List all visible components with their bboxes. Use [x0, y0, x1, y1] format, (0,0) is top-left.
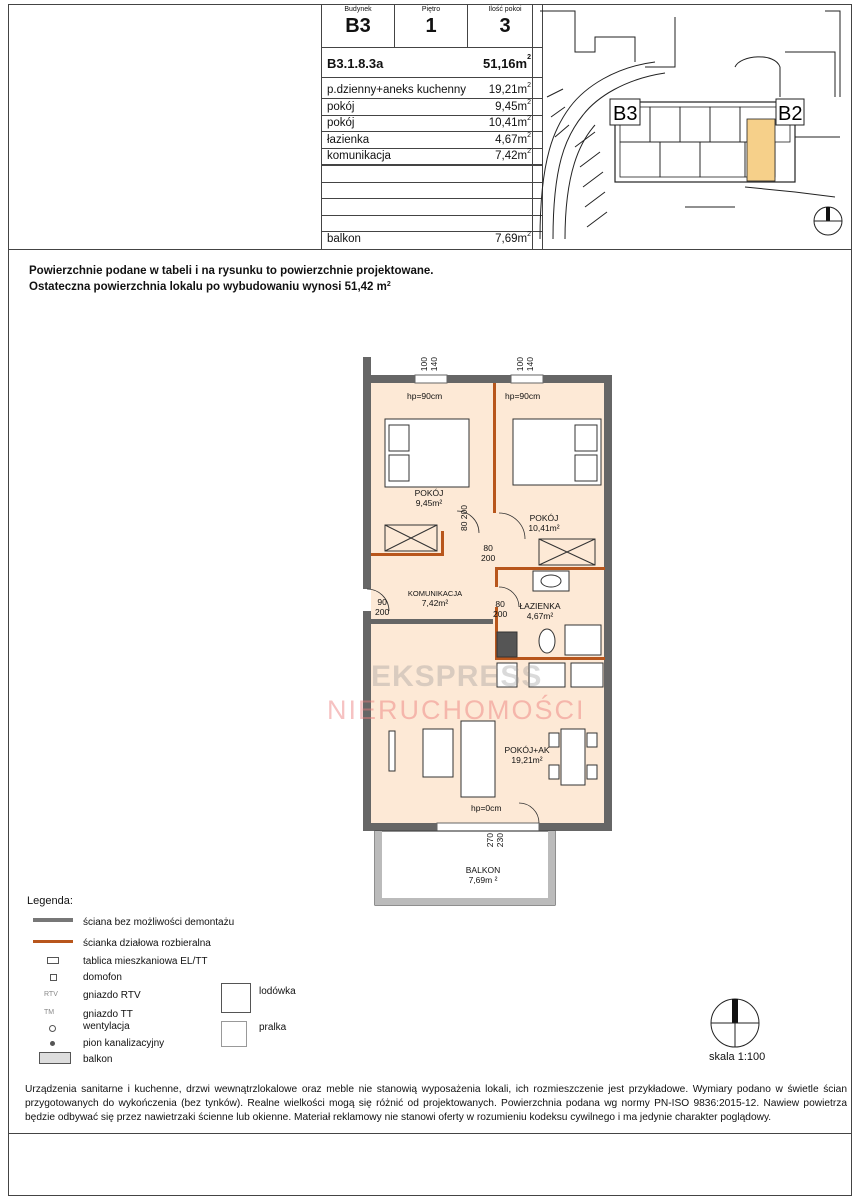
- room-label-lazienka: ŁAZIENKA 4,67m²: [519, 601, 561, 621]
- room-label-komunikacja: KOMUNIKACJA 7,42m²: [407, 589, 463, 608]
- building-cell: [322, 5, 394, 47]
- balcony-row: balkon $7,69m^2$: [327, 231, 531, 245]
- legend-item: gniazdo RTV: [83, 990, 141, 1001]
- room-label-living: POKÓJ+AK 19,21m²: [504, 745, 550, 765]
- washer-icon: [221, 1021, 247, 1047]
- rooms-count-value: 3: [499, 15, 511, 37]
- floor-value: 1: [425, 15, 437, 37]
- site-map: [535, 7, 847, 245]
- room-area: 4,67m: [495, 133, 528, 146]
- window-dim-1: 100 140: [419, 357, 439, 372]
- tt-icon: TM: [44, 1009, 55, 1016]
- legend-item: domofon: [83, 972, 122, 983]
- floor-plan-sheet: [8, 4, 852, 1196]
- unit-code: B3.1.8.3a: [327, 56, 384, 71]
- floor-label: Piętro: [421, 6, 441, 13]
- notice-line-2: Ostateczna powierzchnia lokalu po wybudowaniu wynosi 51,42 m: [29, 281, 387, 293]
- highlighted-unit: [747, 119, 775, 181]
- window-dim-2: 100 140: [515, 357, 535, 372]
- rtv-icon: RTV: [44, 991, 58, 998]
- legend-item: ściana bez możliwości demontażu: [83, 917, 235, 928]
- legend-title: Legenda:: [27, 895, 73, 907]
- door-dim-b: 80 200: [481, 543, 496, 563]
- site-label-b2: B2: [778, 103, 803, 125]
- room-label-pokoj-1: POKÓJ 9,45m²: [414, 488, 444, 508]
- legend-item: gniazdo TT: [83, 1009, 133, 1020]
- room-row: pokój $9,45m^2$: [327, 98, 531, 113]
- legend-item: tablica mieszkaniowa EL/TT: [83, 956, 208, 967]
- room-row: komunikacja $7,42m^2$: [327, 148, 531, 162]
- room-area: 9,45m: [495, 100, 528, 113]
- room-area: 7,42m: [495, 150, 528, 162]
- door-dim-entry: 90 200: [375, 597, 390, 617]
- rooms-count-label: Ilość pokoi: [488, 6, 522, 13]
- wall-symbol: [33, 918, 73, 922]
- door-dim-c: 80 200: [493, 599, 508, 619]
- partition-symbol: [33, 940, 73, 943]
- area-notice: Powierzchnie podane w tabeli i na rysunku to powierzchnie projektowane. Ostateczna powierzchnia lokalu po wybudowaniu wynosi 51,42 $m^2$: [29, 265, 434, 293]
- room-name: pokój: [327, 100, 355, 113]
- room-name: p.dzienny+aneks kuchenny: [327, 84, 467, 96]
- notice-line-1: Powierzchnie podane w tabeli i na rysunku to powierzchnie projektowane.: [29, 265, 434, 277]
- sill-height-balcony: hp=0cm: [471, 803, 502, 813]
- unit-area: 51,16m: [483, 56, 528, 71]
- room-name: łazienka: [327, 133, 370, 146]
- building-value: B3: [345, 15, 371, 37]
- room-area: 10,41m: [488, 117, 528, 129]
- sill-height-1: hp=90cm: [407, 391, 443, 401]
- legend-item: pion kanalizacyjny: [83, 1038, 165, 1049]
- balcony-door-dim: 270 230: [485, 833, 505, 848]
- drain-pipe-icon: [50, 1041, 55, 1046]
- watermark-ekspress: EKSPRESS: [371, 660, 543, 693]
- sill-height-2: hp=90cm: [505, 391, 541, 401]
- room-name: pokój: [327, 117, 355, 129]
- balcony-name: balkon: [327, 233, 361, 245]
- balcony-area: 7,69m: [495, 233, 528, 245]
- watermark-nieruchomosci: NIERUCHOMOŚCI: [327, 695, 586, 725]
- rooms-count-cell: [468, 5, 542, 47]
- floor-cell: [395, 5, 467, 47]
- panel-icon: [47, 957, 59, 964]
- room-row: łazienka $4,67m^2$: [327, 131, 531, 146]
- unit-info-table: [321, 5, 543, 249]
- compass-icon: [707, 995, 767, 1049]
- room-row: pokój $10,41m^2$: [327, 115, 531, 129]
- room-label-balkon: BALKON 7,69m ²: [465, 865, 501, 885]
- site-label-b3: B3: [613, 103, 638, 125]
- room-label-pokoj-2: POKÓJ 10,41m²: [528, 513, 560, 533]
- scale-label: skala 1:100: [709, 1051, 766, 1063]
- legend-item: wentylacja: [83, 1021, 130, 1032]
- disclaimer: Urządzenia sanitarne i kuchenne, drzwi wewnątrzlokalowe oraz meble nie stanowią wyposażenia lokali, ich rozmieszczenie jest przykładowe. Wymiary podano w świetle ścian przygotowanych do wykończenia (bez tynków). Realne wielkości mogą się różnić od projektowanych. Powierzchnia podana wg normy PN-ISO 9836:2015-12. Nawiew powietrza będzie odbywać się przez nawietrzaki ścienne lub okienne. Materiał reklamowy nie stanowi oferty w rozumieniu kodeksu cywilnego i ma jedynie charakter poglądowy.: [25, 1084, 847, 1123]
- fridge-icon: [221, 983, 251, 1013]
- unit-code-row: B3.1.8.3a $51,16m^2$: [327, 54, 531, 71]
- legend-item: balkon: [83, 1054, 113, 1065]
- door-dim-a: 80 200: [459, 505, 469, 532]
- building-label: Budynek: [344, 6, 372, 13]
- legend-washer: pralka: [259, 1022, 287, 1033]
- legend-item: ścianka działowa rozbieralna: [83, 938, 211, 949]
- balcony-symbol: [39, 1052, 71, 1064]
- ventilation-icon: [49, 1025, 56, 1032]
- legend-fridge: lodówka: [259, 986, 296, 997]
- room-name: komunikacja: [327, 150, 391, 162]
- room-row: p.dzienny+aneks kuchenny $19,21m^2$: [327, 82, 531, 96]
- intercom-icon: [50, 974, 57, 981]
- room-area: 19,21m: [488, 84, 528, 96]
